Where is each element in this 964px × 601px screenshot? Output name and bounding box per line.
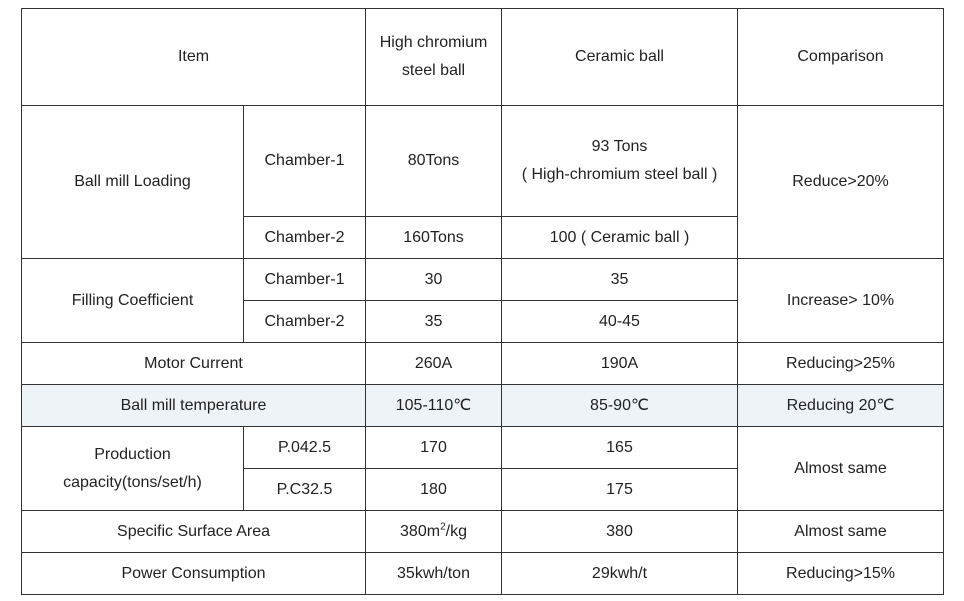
loading-comparison: Reduce>20% bbox=[738, 106, 944, 259]
table-row bbox=[22, 343, 944, 385]
motor-label: Motor Current bbox=[22, 343, 366, 385]
filling-steel1: 30 bbox=[366, 259, 502, 301]
loading-label: Ball mill Loading bbox=[22, 106, 244, 259]
production-steel1: 170 bbox=[366, 427, 502, 469]
temperature-comparison: Reducing 20℃ bbox=[738, 385, 944, 427]
production-ceramic2: 175 bbox=[502, 469, 738, 511]
surface-comparison: Almost same bbox=[738, 511, 944, 553]
production-comparison: Almost same bbox=[738, 427, 944, 511]
motor-steel: 260A bbox=[366, 343, 502, 385]
header-row bbox=[22, 9, 944, 106]
header-item: Item bbox=[22, 9, 366, 106]
loading-ceramic1 bbox=[502, 106, 738, 217]
motor-comparison: Reducing>25% bbox=[738, 343, 944, 385]
table-row bbox=[22, 553, 944, 595]
loading-chamber1: Chamber-1 bbox=[244, 106, 366, 217]
loading-steel2: 160Tons bbox=[366, 217, 502, 259]
surface-steel bbox=[366, 511, 502, 553]
surface-label: Specific Surface Area bbox=[22, 511, 366, 553]
filling-chamber1: Chamber-1 bbox=[244, 259, 366, 301]
table-row bbox=[22, 511, 944, 553]
temperature-ceramic: 85-90℃ bbox=[502, 385, 738, 427]
temperature-steel: 105-110℃ bbox=[366, 385, 502, 427]
power-ceramic: 29kwh/t bbox=[502, 553, 738, 595]
production-label-line1: Production bbox=[94, 445, 171, 463]
loading-ceramic1-line2: ( High-chromium steel ball ) bbox=[521, 166, 718, 183]
header-comparison: Comparison bbox=[738, 9, 944, 106]
production-steel2: 180 bbox=[366, 469, 502, 511]
table-row bbox=[22, 259, 944, 301]
header-ceramic-ball: Ceramic ball bbox=[502, 9, 738, 106]
table-row bbox=[22, 427, 944, 469]
comparison-table bbox=[21, 8, 944, 595]
surface-steel-unit: /kg bbox=[445, 522, 467, 540]
loading-ceramic2: 100 ( Ceramic ball ) bbox=[502, 217, 738, 259]
surface-steel-value: 380m bbox=[400, 522, 441, 540]
production-ceramic1: 165 bbox=[502, 427, 738, 469]
table-row bbox=[22, 106, 944, 217]
loading-chamber2: Chamber-2 bbox=[244, 217, 366, 259]
temperature-label: Ball mill temperature bbox=[22, 385, 366, 427]
power-steel: 35kwh/ton bbox=[366, 553, 502, 595]
loading-steel1: 80Tons bbox=[366, 106, 502, 217]
table-row bbox=[22, 385, 944, 427]
surface-ceramic: 380 bbox=[502, 511, 738, 553]
filling-steel2: 35 bbox=[366, 301, 502, 343]
production-grade2: P.C32.5 bbox=[244, 469, 366, 511]
filling-ceramic2: 40-45 bbox=[502, 301, 738, 343]
motor-ceramic: 190A bbox=[502, 343, 738, 385]
filling-comparison: Increase> 10% bbox=[738, 259, 944, 343]
loading-ceramic1-line1: 93 Tons bbox=[591, 138, 648, 155]
production-label bbox=[22, 427, 244, 511]
power-comparison: Reducing>15% bbox=[738, 553, 944, 595]
header-steel-line1: High chromium bbox=[379, 34, 488, 51]
power-label: Power Consumption bbox=[22, 553, 366, 595]
header-steel-ball bbox=[366, 9, 502, 106]
filling-label: Filling Coefficient bbox=[22, 259, 244, 343]
filling-chamber2: Chamber-2 bbox=[244, 301, 366, 343]
filling-ceramic1: 35 bbox=[502, 259, 738, 301]
surface-steel-sup: 2 bbox=[440, 521, 446, 533]
header-steel-line2: steel ball bbox=[401, 62, 466, 79]
production-grade1: P.042.5 bbox=[244, 427, 366, 469]
production-label-line2: capacity(tons/set/h) bbox=[63, 473, 202, 491]
